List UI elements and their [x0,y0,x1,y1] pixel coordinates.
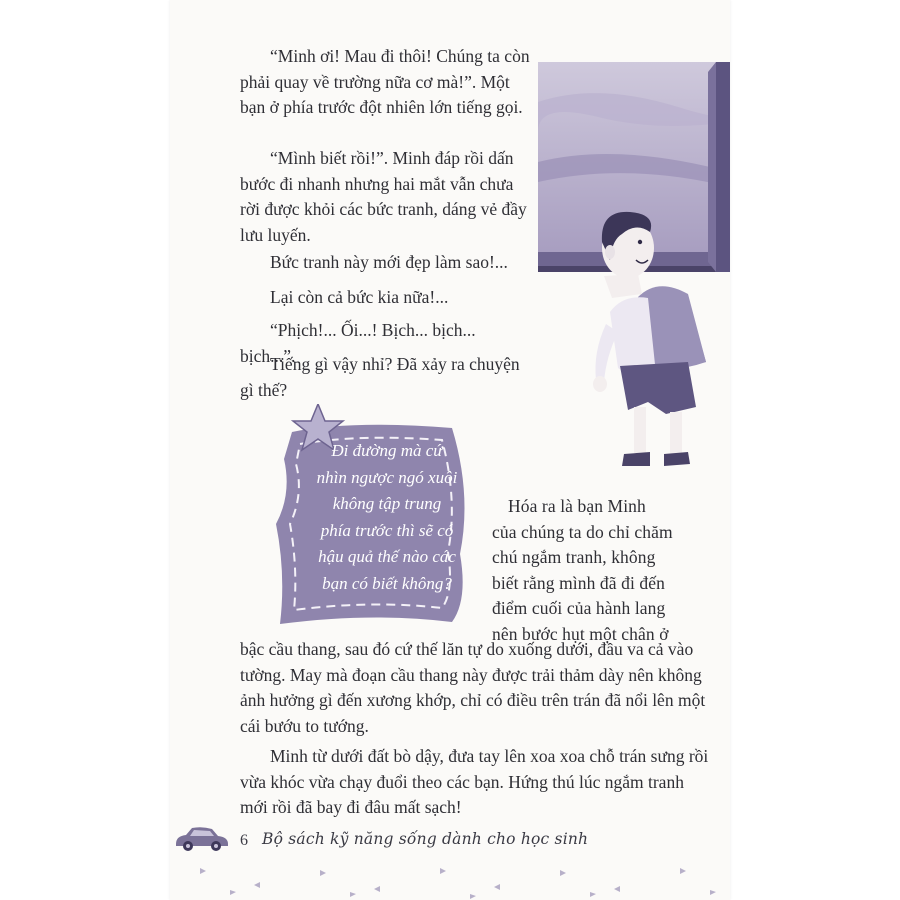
tip-line: bạn có biết không? [322,573,452,593]
tip-line: hậu quả thế nào các [318,547,456,566]
story-line: bậc cầu thang, sau đó cứ thế lăn tự do xuống dưới, đầu va cả vào [240,639,694,659]
tip-callout-text [302,438,472,597]
paragraph-question: Tiếng gì vậy nhỉ? Đã xảy ra chuyện gì thế? [240,354,520,400]
story-line: của chúng ta do chỉ chăm [492,521,673,542]
car-icon [172,826,230,852]
story-line: Minh từ dưới đất bò dậy, đưa tay lên xoa xoa chỗ trán sưng rồi [270,746,709,766]
boy-looking-up-illustration [538,62,730,472]
story-line: chú ngắm tranh, không [492,547,656,567]
story-line: Hóa ra là bạn Minh [508,496,646,516]
page-number: 6 [240,832,248,849]
tip-line: phía trước thì sẽ có [320,520,454,540]
paragraph-sound: “Phịch!... Ối...! Bịch... bịch... bịch...”. [240,320,476,366]
leaf-pattern-decoration [170,860,730,900]
story-line: tường. May mà đoạn cầu thang này được trải thảm dày nên không [240,664,702,685]
book-series-title: Bộ sách kỹ năng sống dành cho học sinh [262,830,589,848]
paragraph-reply: “Mình biết rồi!”. Minh đáp rồi dấn bước đi nhanh nhưng hai mắt vẫn chưa rời được khỏi các bức tranh, dáng vẻ đầy lưu luyến. [240,148,527,245]
story-line: cái bướu to tướng. [240,715,369,736]
final-paragraph [240,744,710,821]
story-line: ảnh hưởng gì đến xương khớp, chỉ có điều trên trán đã nổi lên một [240,690,706,710]
story-line: nên bước hụt một chân ở [492,623,669,644]
tip-line: không tập trung [332,494,442,513]
story-continuation [240,637,710,739]
story-line: vừa khóc vừa chạy đuổi theo các bạn. Hứng thú lúc ngắm tranh [240,771,684,792]
story-right-column [492,494,728,647]
paragraph-painting-2: Lại còn cả bức kia nữa!... [270,287,449,307]
tip-line: Đi đường mà cứ [331,441,443,460]
story-line: biết rằng mình đã đi đến [492,572,665,593]
tip-line: nhìn ngược ngó xuôi [316,467,458,487]
story-line: điểm cuối của hành lang [492,598,666,618]
story-line: mới rồi đã bay đi đâu mất sạch! [240,797,462,817]
paragraph-painting-1: Bức tranh này mới đẹp làm sao!... [270,252,508,272]
paragraph-call: “Minh ơi! Mau đi thôi! Chúng ta còn phải quay về trường nữa cơ mà!”. Một bạn ở phía trước đột nhiên lớn tiếng gọi. [240,46,530,117]
